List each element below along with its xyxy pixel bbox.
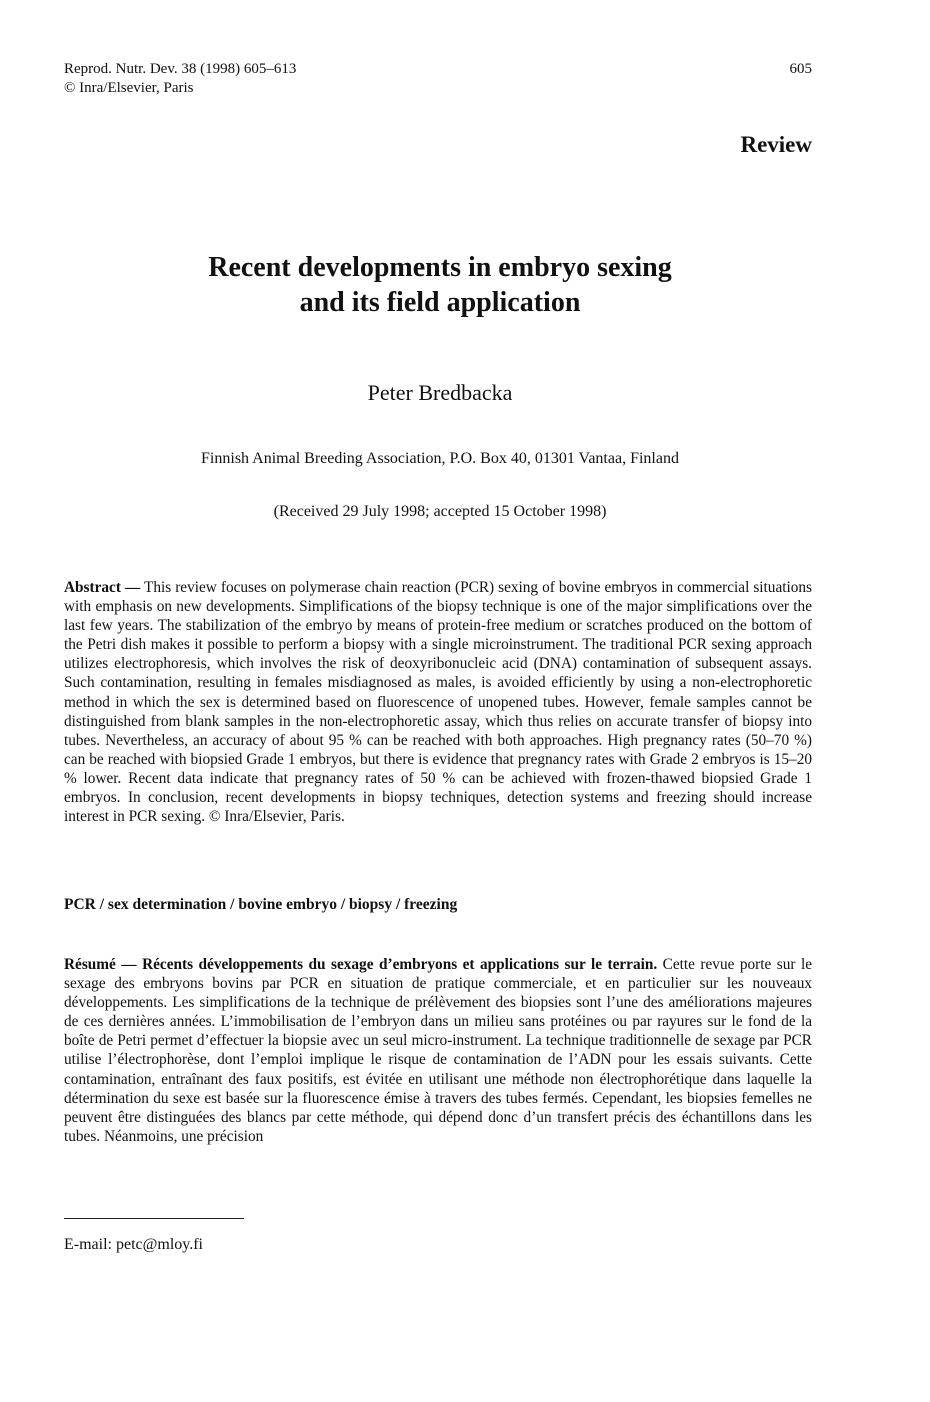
keywords: PCR / sex determination / bovine embryo / biopsy / freezing [64,896,458,913]
abstract-text: This review focuses on polymerase chain reaction (PCR) sexing of bovine embryos in commercial situations with emphasis on new developments. Simplifications of the biopsy technique is one of the major simplifications over the last few years. The stabilization of the embryo by means of protein-free medium or scratches produced on the bottom of the Petri dish makes it possible to perform a biopsy with a single microinstrument. The traditional PCR sexing approach utilizes electrophoresis, which involves the risk of deoxyribonucleic acid (DNA) contamination of subsequent assays. Such contamination, resulting in females misdiagnosed as males, is avoided efficiently by using a non-electrophoretic method in which the sex is determined based on fluorescence of unopened tubes. However, female samples cannot be distinguished from blank samples in the non-electrophoretic assay, which thus relies on accurate transfer of biopsy into tubes. Nevertheless, an accuracy of about 95 % can be reached with both approaches. High pregnancy rates (50–70 %) can be reached with biopsied Grade 1 embryos, but there is evidence that pregnancy rates with Grade 2 embryos is 15–20 % lower. Recent data indicate that pregnancy rates of 50 % can be achieved with frozen-thawed biopsied Grade 1 embryos. In conclusion, recent developments in biopsy techniques, detection systems and freezing should increase interest in PCR sexing. © Inra/Elsevier, Paris. [64,579,812,826]
abstract [64,578,812,826]
author-email: E-mail: petc@mloy.fi [64,1236,203,1253]
resume-text: Cette revue porte sur le sexage des embryons bovins par PCR en situation de pratique commerciale, et en particulier sur les nouveaux développements. Les simplifications de la technique de prélèvement des biopsies sont l’une des améliorations majeures de ces dernières années. L’immobilisation de l’embryon dans un milieu sans protéines ou par rayures sur le fond de la boîte de Petri permet d’effectuer la biopsie avec un seul micro-instrument. La technique traditionnelle de sexage par PCR utilise l’électrophorèse, dont l’emploi implique le risque de contamination de l’ADN pour les essais suivants. Cette contamination, entraînant des faux positifs, est évitée en utilisant une méthode non électrophorétique dans laquelle la détermination du sexe est basée sur la fluorescence émise à travers des tubes fermés. Cependant, les biopsies femelles ne peuvent être distinguées des blancs par cette méthode, qui dépend donc d’un transfert précis des échantillons dans les tubes. Néanmoins, une précision [64,956,812,1145]
resume-label: Résumé — Récents développements du sexage d’embryons et applications sur le terrain. [64,956,658,973]
received-dates: (Received 29 July 1998; accepted 15 October 1998) [273,503,607,520]
copyright-line: © Inra/Elsevier, Paris [64,80,194,96]
author-name: Peter Bredbacka [367,380,513,405]
running-header [64,60,296,98]
section-label: Review [740,132,812,157]
page-number: 605 [789,61,812,77]
journal-citation: Reprod. Nutr. Dev. 38 (1998) 605–613 [64,61,297,77]
title-line-2: and its field application [299,287,581,318]
affiliation: Finnish Animal Breeding Association, P.O. Box 40, 01301 Vantaa, Finland [201,450,679,467]
abstract-label: Abstract — [64,579,141,596]
footnote-divider [64,1218,244,1219]
paper-title [0,250,880,320]
title-line-1: Recent developments in embryo sexing [208,252,672,283]
resume [64,955,812,1146]
